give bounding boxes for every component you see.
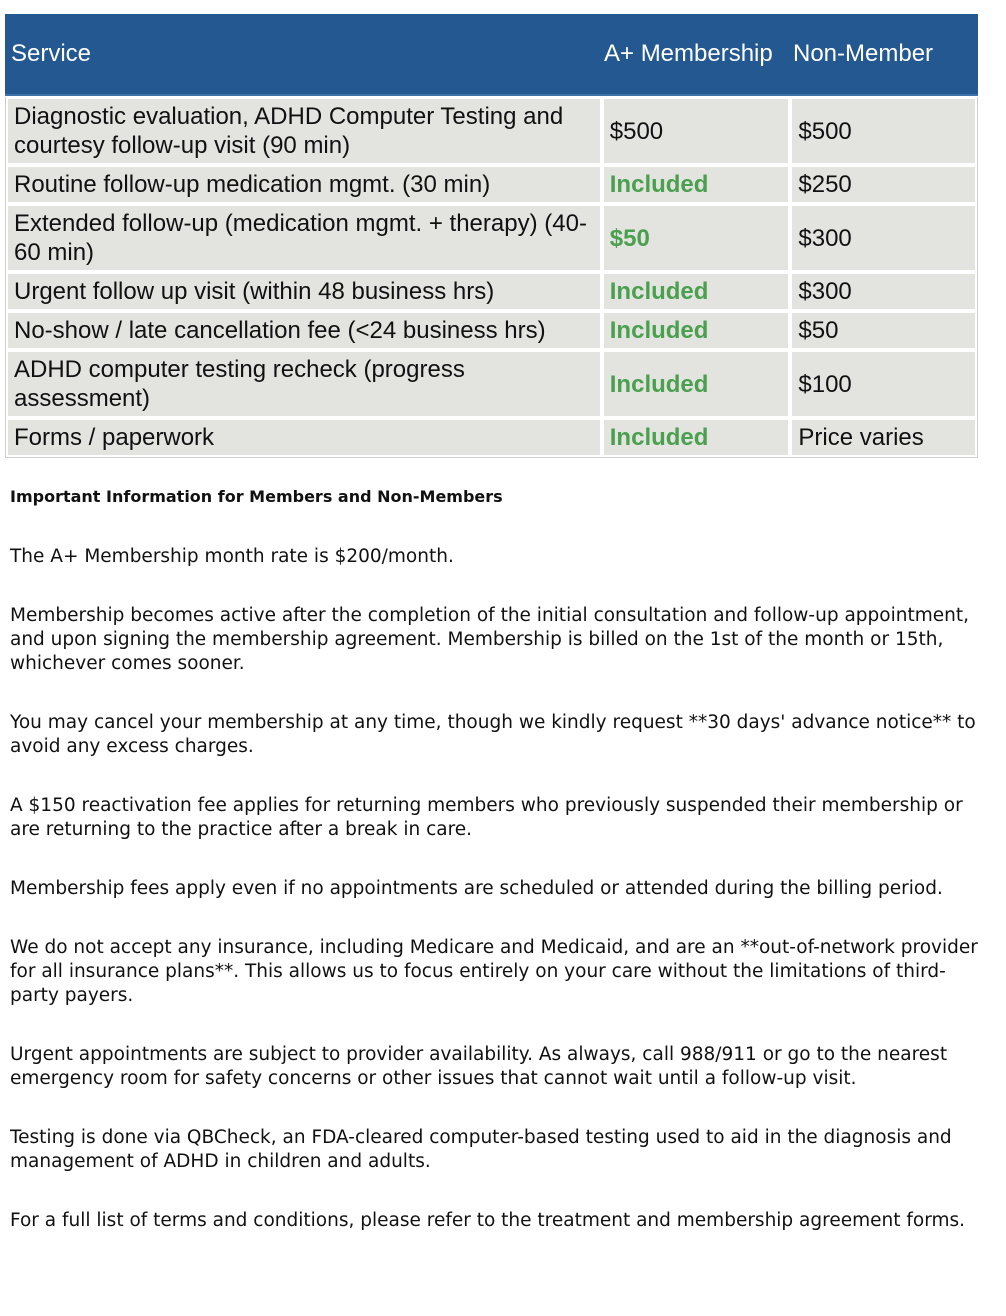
service-cell: Forms / paperwork xyxy=(6,418,602,457)
table-row xyxy=(6,272,977,311)
table-row xyxy=(6,204,977,272)
info-paragraph: The A+ Membership month rate is $200/month. xyxy=(10,546,454,567)
non-member-price-cell: Price varies xyxy=(790,418,977,457)
info-paragraph: We do not accept any insurance, including Medicare and Medicaid, and are an **out-of-network provider for all insurance plans**. This allows us to focus entirely on your care without the limitations of third-party payers. xyxy=(10,937,978,1006)
member-price-cell: Included xyxy=(602,311,791,350)
member-price-cell: Included xyxy=(602,272,791,311)
table-body xyxy=(5,97,978,458)
info-paragraph: You may cancel your membership at any time, though we kindly request **30 days' advance notice** to avoid any excess charges. xyxy=(10,712,976,757)
non-member-price-cell: $100 xyxy=(790,350,977,418)
table-row xyxy=(6,418,977,457)
member-price-cell: $500 xyxy=(602,97,791,165)
service-cell: No-show / late cancellation fee (<24 business hrs) xyxy=(6,311,602,350)
non-member-price-cell: $50 xyxy=(790,311,977,350)
non-member-price-cell: $250 xyxy=(790,165,977,204)
member-price-cell: Included xyxy=(602,350,791,418)
member-price-cell: Included xyxy=(602,165,791,204)
header-non-member: Non-Member xyxy=(793,40,934,67)
service-cell: ADHD computer testing recheck (progress assessment) xyxy=(6,350,602,418)
service-cell: Urgent follow up visit (within 48 business hrs) xyxy=(6,272,602,311)
info-paragraph: Urgent appointments are subject to provider availability. As always, call 988/911 or go to the nearest emergency room for safety concerns or other issues that cannot wait until a follow-up visit. xyxy=(10,1044,948,1089)
info-paragraph: A $150 reactivation fee applies for returning members who previously suspended their membership or are returning to the practice after a break in care. xyxy=(10,795,963,840)
member-price-cell: Included xyxy=(602,418,791,457)
pricing-table xyxy=(5,14,978,458)
info-paragraph: Membership fees apply even if no appointments are scheduled or attended during the billing period. xyxy=(10,878,943,899)
member-price-cell: $50 xyxy=(602,204,791,272)
info-paragraph: Testing is done via QBCheck, an FDA-cleared computer-based testing used to aid in the diagnosis and management of ADHD in children and adults. xyxy=(10,1127,952,1172)
header-member: A+ Membership xyxy=(604,40,773,67)
non-member-price-cell: $300 xyxy=(790,204,977,272)
info-paragraph: For a full list of terms and conditions, please refer to the treatment and membership agreement forms. xyxy=(10,1210,966,1231)
header-service: Service xyxy=(11,40,92,67)
table-header xyxy=(5,14,978,96)
table-row xyxy=(6,165,977,204)
table-row xyxy=(6,97,977,165)
non-member-price-cell: $500 xyxy=(790,97,977,165)
table-row xyxy=(6,311,977,350)
non-member-price-cell: $300 xyxy=(790,272,977,311)
service-cell: Routine follow-up medication mgmt. (30 min) xyxy=(6,165,602,204)
table-row xyxy=(6,350,977,418)
service-cell: Extended follow-up (medication mgmt. + therapy) (40-60 min) xyxy=(6,204,602,272)
info-paragraph: Membership becomes active after the completion of the initial consultation and follow-up appointment, and upon signing the membership agreement. Membership is billed on the 1st of the month or 15th, whichever comes sooner. xyxy=(10,605,969,674)
info-heading: Important Information for Members and Non-Members xyxy=(10,487,503,506)
important-information xyxy=(10,486,980,1268)
service-cell: Diagnostic evaluation, ADHD Computer Testing and courtesy follow-up visit (90 min) xyxy=(6,97,602,165)
